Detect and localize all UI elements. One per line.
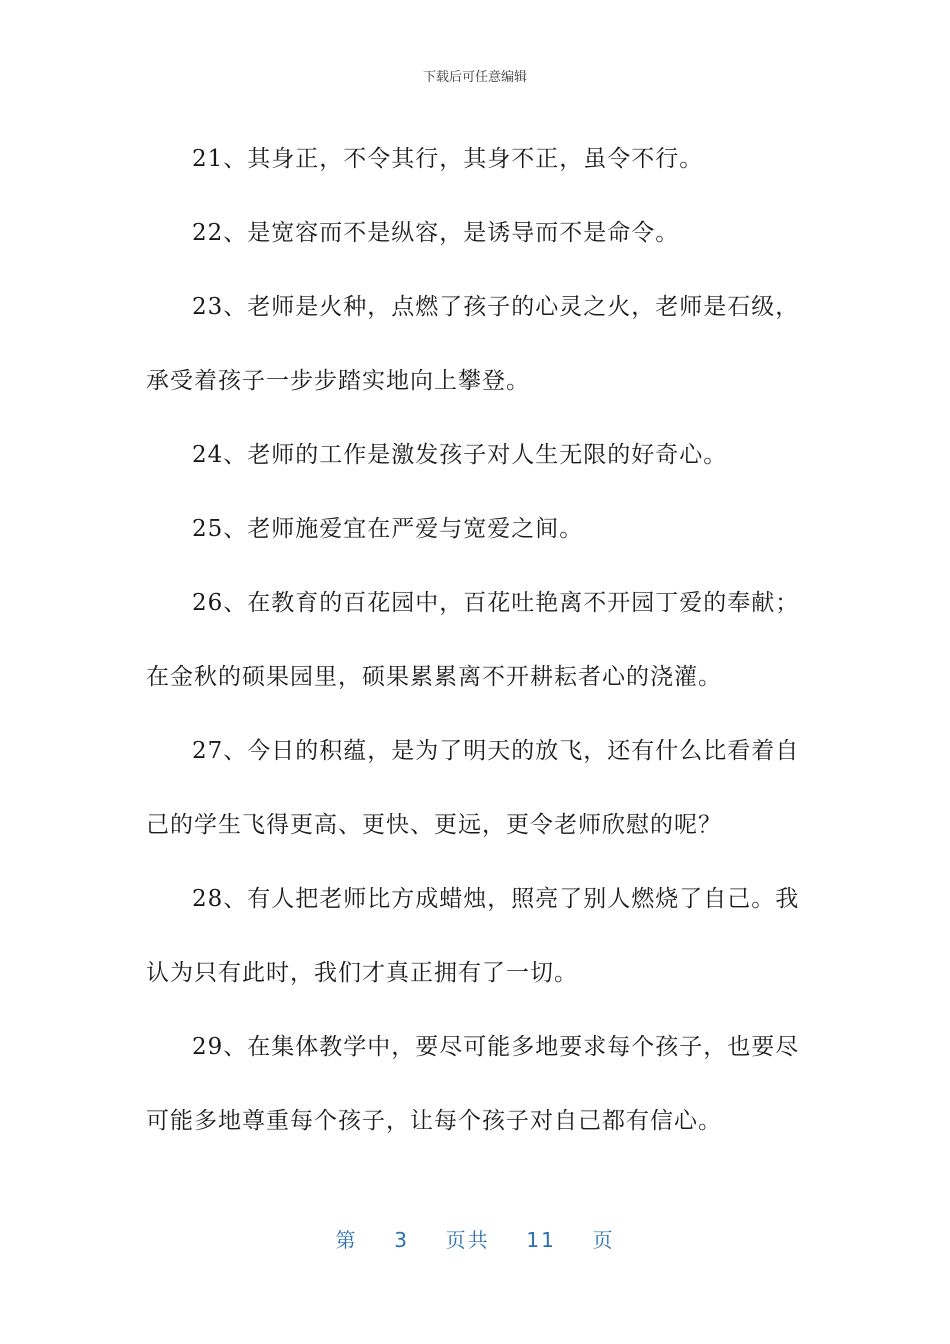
paragraph-22: 22、是宽容而不是纵容，是诱导而不是命令。 <box>192 220 680 246</box>
footer-prefix: 第 <box>335 1228 358 1252</box>
page-footer <box>0 1224 950 1253</box>
paragraph-23: 23、老师是火种，点燃了孩子的心灵之火，老师是石级，承受着孩子一步步踏实地向上攀登。 <box>146 294 800 394</box>
paragraph-24: 24、老师的工作是激发孩子对人生无限的好奇心。 <box>192 442 728 468</box>
paragraph-29: 29、在集体教学中，要尽可能多地要求每个孩子，也要尽可能多地尊重每个孩子，让每个孩子对自己都有信心。 <box>146 1034 800 1134</box>
page-header <box>0 66 950 85</box>
paragraph-28: 28、有人把老师比方成蜡烛，照亮了别人燃烧了自己。我认为只有此时，我们才真正拥有了一切。 <box>146 886 800 986</box>
footer-total-pages: 11 <box>526 1228 556 1252</box>
footer-current-page: 3 <box>394 1228 409 1252</box>
paragraph-26: 26、在教育的百花园中，百花吐艳离不开园丁爱的奉献；在金秋的硕果园里，硕果累累离不开耕耘者心的浇灌。 <box>146 590 800 690</box>
footer-middle: 页共 <box>445 1228 490 1252</box>
document-body <box>146 122 804 1158</box>
paragraph-27: 27、今日的积蕴，是为了明天的放飞，还有什么比看着自己的学生飞得更高、更快、更远，更令老师欣慰的呢？ <box>146 738 800 838</box>
header-text: 下载后可任意编辑 <box>422 70 527 85</box>
paragraph-25: 25、老师施爱宜在严爱与宽爱之间。 <box>192 516 584 542</box>
paragraph-21: 21、其身正，不令其行，其身不正，虽令不行。 <box>192 146 704 172</box>
footer-suffix: 页 <box>592 1228 615 1252</box>
